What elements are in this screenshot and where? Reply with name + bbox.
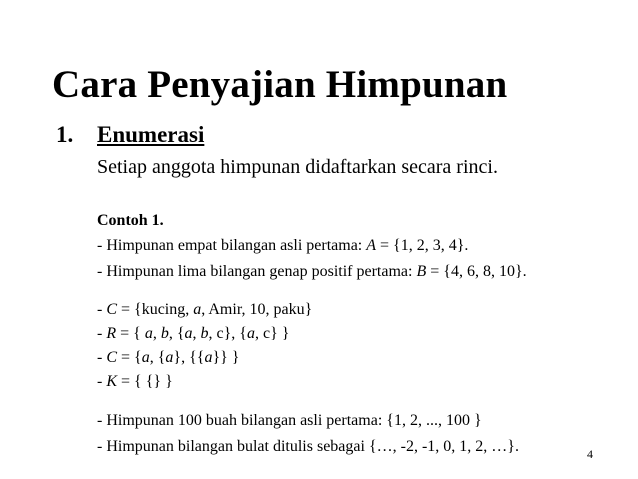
- page-number: 4: [587, 447, 593, 461]
- example-label: Contoh 1.: [97, 212, 164, 229]
- section-number: 1.: [56, 122, 74, 147]
- example-line: - Himpunan 100 buah bilangan asli pertama: {1, 2, ..., 100 }: [97, 412, 482, 429]
- section-description: Setiap anggota himpunan didaftarkan secara rinci.: [97, 156, 498, 178]
- example-line: - Himpunan bilangan bulat ditulis sebagai {…, -2, -1, 0, 1, 2, …}.: [97, 438, 519, 455]
- example-line: - C = {kucing, a, Amir, 10, paku}: [97, 301, 313, 318]
- example-line: - Himpunan empat bilangan asli pertama: A = {1, 2, 3, 4}.: [97, 237, 469, 254]
- example-line: - C = {a, {a}, {{a}} }: [97, 349, 240, 366]
- section-title: Enumerasi: [97, 122, 205, 147]
- example-line: - R = { a, b, {a, b, c}, {a, c} }: [97, 325, 290, 342]
- example-line: - Himpunan lima bilangan genap positif pertama: B = {4, 6, 8, 10}.: [97, 263, 527, 280]
- slide-title: Cara Penyajian Himpunan: [52, 63, 508, 106]
- example-line: - K = { {} }: [97, 373, 173, 390]
